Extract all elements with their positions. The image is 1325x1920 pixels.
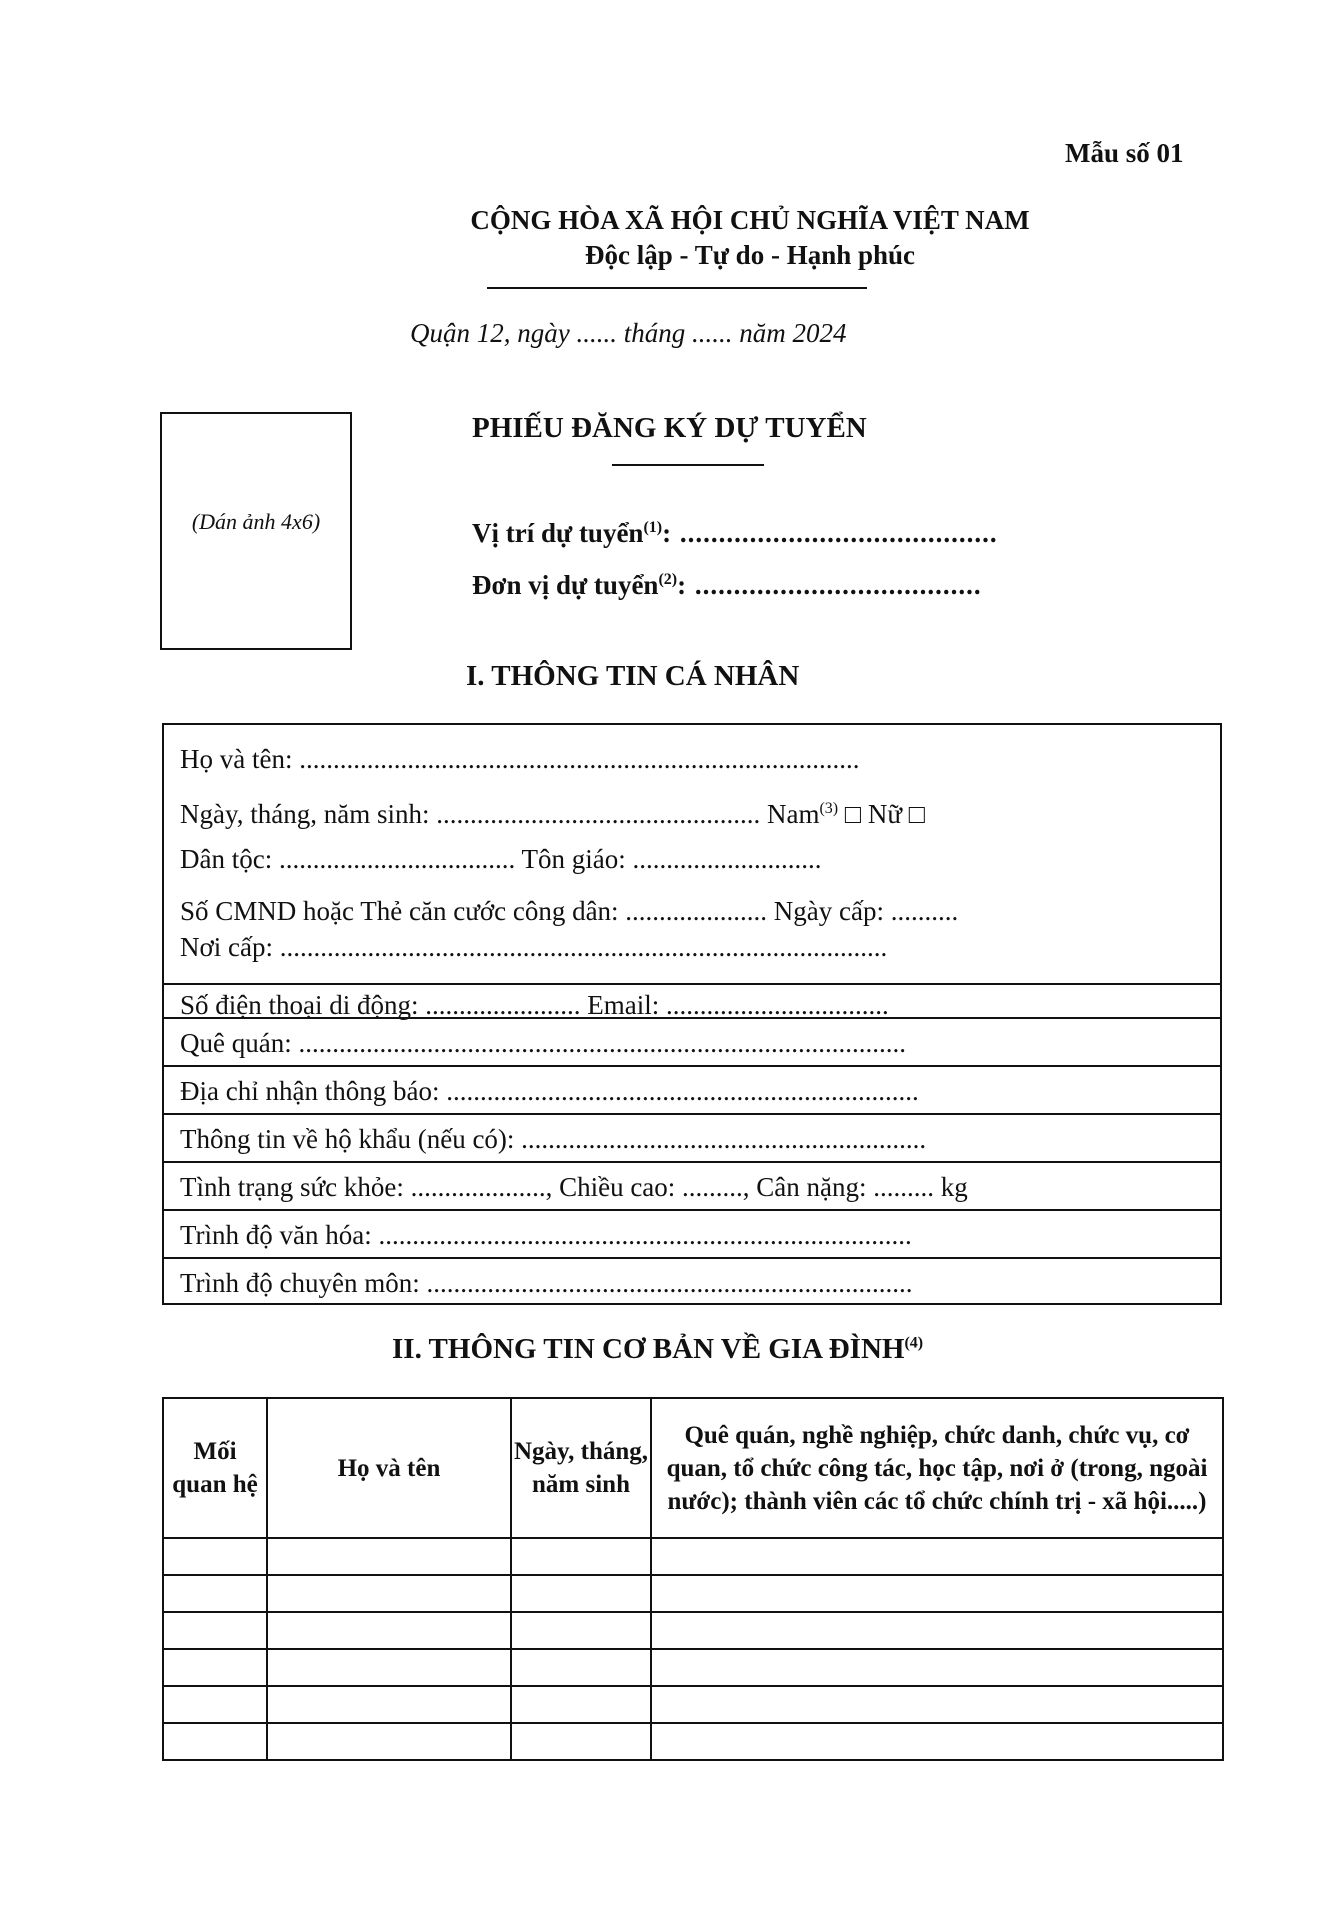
unit-dots: : ..................................... (677, 570, 982, 600)
title-underline (612, 464, 764, 466)
table-cell[interactable] (163, 1723, 267, 1760)
education-field: Trình độ văn hóa: ............................................................................... (164, 1209, 1220, 1257)
table-cell[interactable] (163, 1575, 267, 1612)
table-cell[interactable] (511, 1575, 651, 1612)
table-cell[interactable] (511, 1723, 651, 1760)
position-note: (1) (643, 519, 663, 536)
table-cell[interactable] (511, 1686, 651, 1723)
unit-label: Đơn vị dự tuyển (472, 570, 659, 600)
table-row (163, 1612, 1223, 1649)
motto: Độc lập - Tự do - Hạnh phúc (584, 240, 916, 270)
section-family-title (392, 1333, 923, 1366)
hometown-field: Quê quán: .......................................................................................... (164, 1017, 1220, 1065)
col-birth-date: Ngày, tháng, năm sinh (511, 1398, 651, 1538)
table-cell[interactable] (651, 1612, 1223, 1649)
unit-note: (2) (658, 571, 678, 588)
col-details: Quê quán, nghề nghiệp, chức danh, chức vụ, cơ quan, tổ chức công tác, học tập, nơi ở (trong, ngoài nước); thành viên các tổ chức chính trị - xã hội.....) (651, 1398, 1223, 1538)
birth-gender-field (164, 793, 1220, 830)
table-cell[interactable] (511, 1538, 651, 1575)
table-cell[interactable] (651, 1649, 1223, 1686)
family-table-header-row (163, 1398, 1223, 1538)
gender-options: □ Nữ □ (838, 799, 926, 829)
health-field: Tình trạng sức khỏe: ...................., Chiều cao: ........., Cân nặng: ......... kg (164, 1161, 1220, 1209)
table-cell[interactable] (163, 1649, 267, 1686)
table-cell[interactable] (511, 1649, 651, 1686)
table-row (163, 1538, 1223, 1575)
section-family-label: II. THÔNG TIN CƠ BẢN VỀ GIA ĐÌNH (392, 1333, 905, 1365)
table-cell[interactable] (267, 1538, 511, 1575)
motto-underline (487, 287, 867, 289)
table-row (163, 1686, 1223, 1723)
table-cell[interactable] (267, 1723, 511, 1760)
unit-field (472, 570, 982, 601)
table-cell[interactable] (651, 1723, 1223, 1760)
table-cell[interactable] (163, 1686, 267, 1723)
table-cell[interactable] (267, 1686, 511, 1723)
col-full-name: Họ và tên (267, 1398, 511, 1538)
family-table-body (163, 1538, 1223, 1760)
phone-email-field: Số điện thoại di động: ....................... Email: ................................. (164, 983, 1220, 1017)
position-field (472, 518, 998, 549)
form-title: PHIẾU ĐĂNG KÝ DỰ TUYỂN (472, 412, 867, 444)
ethnicity-religion-field: Dân tộc: ................................... Tôn giáo: ............................ (180, 844, 822, 874)
table-cell[interactable] (267, 1649, 511, 1686)
table-cell[interactable] (651, 1686, 1223, 1723)
table-cell[interactable] (511, 1612, 651, 1649)
issue-place-field: Nơi cấp: .......................................................................................... (180, 932, 888, 962)
position-label: Vị trí dự tuyển (472, 518, 644, 548)
table-row (163, 1649, 1223, 1686)
table-cell[interactable] (163, 1612, 267, 1649)
position-dots: : ......................................... (662, 518, 998, 548)
id-card-field: Số CMND hoặc Thẻ căn cước công dân: ..................... Ngày cấp: .......... (180, 896, 959, 926)
table-cell[interactable] (651, 1575, 1223, 1612)
table-cell[interactable] (651, 1538, 1223, 1575)
table-cell[interactable] (163, 1538, 267, 1575)
section-personal-title: I. THÔNG TIN CÁ NHÂN (466, 660, 800, 692)
personal-info-box (162, 723, 1222, 1305)
form-number: Mẫu số 01 (1065, 138, 1184, 168)
nation-heading: CỘNG HÒA XÃ HỘI CHỦ NGHĨA VIỆT NAM (470, 205, 1030, 235)
table-cell[interactable] (267, 1612, 511, 1649)
photo-label: (Dán ảnh 4x6) (191, 509, 321, 534)
full-name-field: Họ và tên: ................................................................................... (180, 744, 860, 774)
table-row (163, 1723, 1223, 1760)
birth-label: Ngày, tháng, năm sinh: ................................................ Nam (180, 799, 820, 829)
gender-note: (3) (819, 800, 839, 817)
dateline: Quận 12, ngày ...... tháng ...... năm 2024 (410, 318, 847, 348)
household-field: Thông tin về hộ khẩu (nếu có): ............................................................ (164, 1113, 1220, 1161)
col-relationship: Mối quan hệ (163, 1398, 267, 1538)
table-row (163, 1575, 1223, 1612)
section-family-note: (4) (904, 1334, 924, 1352)
family-table (162, 1397, 1224, 1761)
address-field: Địa chỉ nhận thông báo: ...................................................................... (164, 1065, 1220, 1113)
table-cell[interactable] (267, 1575, 511, 1612)
photo-box (160, 412, 352, 650)
professional-field: Trình độ chuyên môn: ........................................................................ (164, 1257, 1220, 1305)
